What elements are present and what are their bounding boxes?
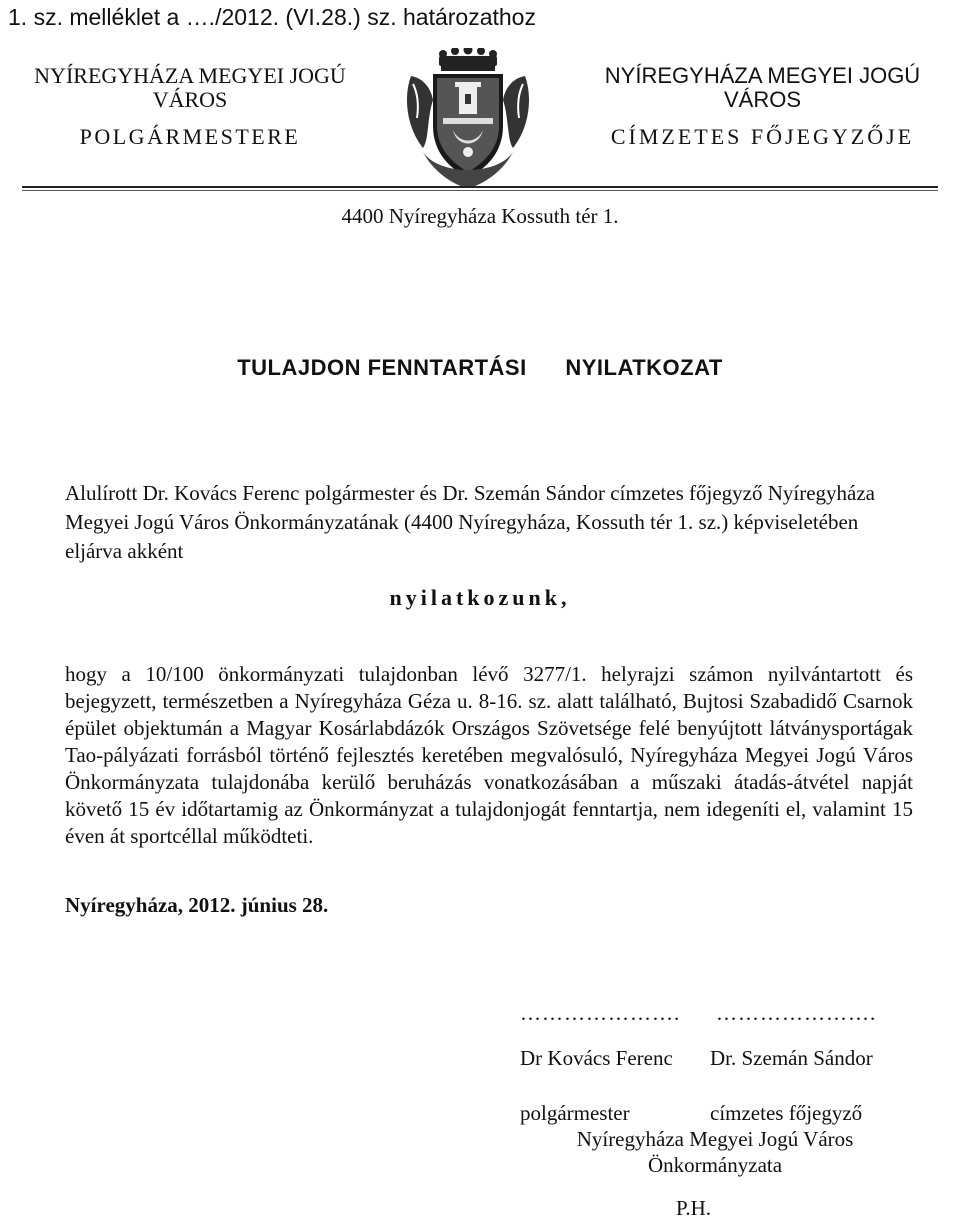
signatory-names (520, 1046, 910, 1071)
signatory-role-notary: címzetes főjegyző (710, 1101, 863, 1125)
signature-line-notary: …………………. (716, 1001, 877, 1025)
organization-line2: Önkormányzata (647, 1153, 783, 1177)
signature-lines (520, 1001, 910, 1026)
header-divider-thick (22, 186, 938, 188)
document-title-part1: TULAJDON FENNTARTÁSI (237, 355, 527, 380)
header-left-block (20, 64, 360, 150)
signatory-roles (520, 1100, 910, 1178)
place-and-date: Nyíregyháza, 2012. június 28. (65, 893, 329, 917)
signatory-name-mayor: Dr Kovács Ferenc (520, 1046, 673, 1070)
organization-line1: Nyíregyháza Megyei Jogú Város (576, 1127, 854, 1151)
signatory-name-notary: Dr. Szemán Sándor (710, 1046, 873, 1070)
office-address: 4400 Nyíregyháza Kossuth tér 1. (341, 204, 619, 228)
statement-paragraph: hogy a 10/100 önkormányzati tulajdonban lévő 3277/1. helyrajzi számon nyilvántartott és bejegyzett, természetben a Nyíregyháza Géza u. 8-16. sz. alatt található, Bujtosi Szabadidő Csarnok épület objektumán a Magyar Kosárlabdázók Országos Szövetsége felé benyújtott látványsportágak Tao-pályázati forrásból történő fejlesztés keretében megvalósuló, Nyíregyháza Megyei Jogú Város Önkormányzata tulajdonába kerülő beruházás vonatkozásában a műszaki átadás-átvétel napját követő 15 év időtartamig az Önkormányzat a tulajdonjogát fenntartja, nem idegeníti el, valamint 15 éven át sportcéllal működteti. (65, 662, 913, 848)
stamp-placeholder: P.H. (676, 1196, 712, 1220)
signatory-role-mayor: polgármester (520, 1101, 630, 1125)
header-left-line1: NYÍREGYHÁZA MEGYEI JOGÚ (34, 63, 346, 88)
city-coat-of-arms-icon (403, 48, 533, 190)
document-title-part2: NYILATKOZAT (565, 355, 723, 380)
document-title (0, 355, 960, 381)
header-right-line1: NYÍREGYHÁZA MEGYEI JOGÚ (604, 63, 921, 88)
header-right-block (585, 64, 940, 150)
declaration-word: nyilatkozunk, (389, 585, 571, 610)
header-divider-thin (22, 190, 938, 191)
signature-line-mayor: …………………. (520, 1001, 681, 1025)
header-right-line2: VÁROS (723, 87, 802, 112)
header-left-line2: VÁROS (152, 87, 228, 112)
header-right-title: CÍMZETES FŐJEGYZŐJE (610, 124, 915, 149)
header-left-title: POLGÁRMESTERE (79, 124, 301, 149)
annex-reference: 1. sz. melléklet a …./2012. (VI.28.) sz. határozathoz (8, 4, 536, 30)
intro-paragraph: Alulírott Dr. Kovács Ferenc polgármester és Dr. Szemán Sándor címzetes főjegyző Nyíregyháza Megyei Jogú Város Önkormányzatának (4400 Nyíregyháza, Kossuth tér 1. sz.) képviseletében eljárva akként (65, 481, 875, 563)
